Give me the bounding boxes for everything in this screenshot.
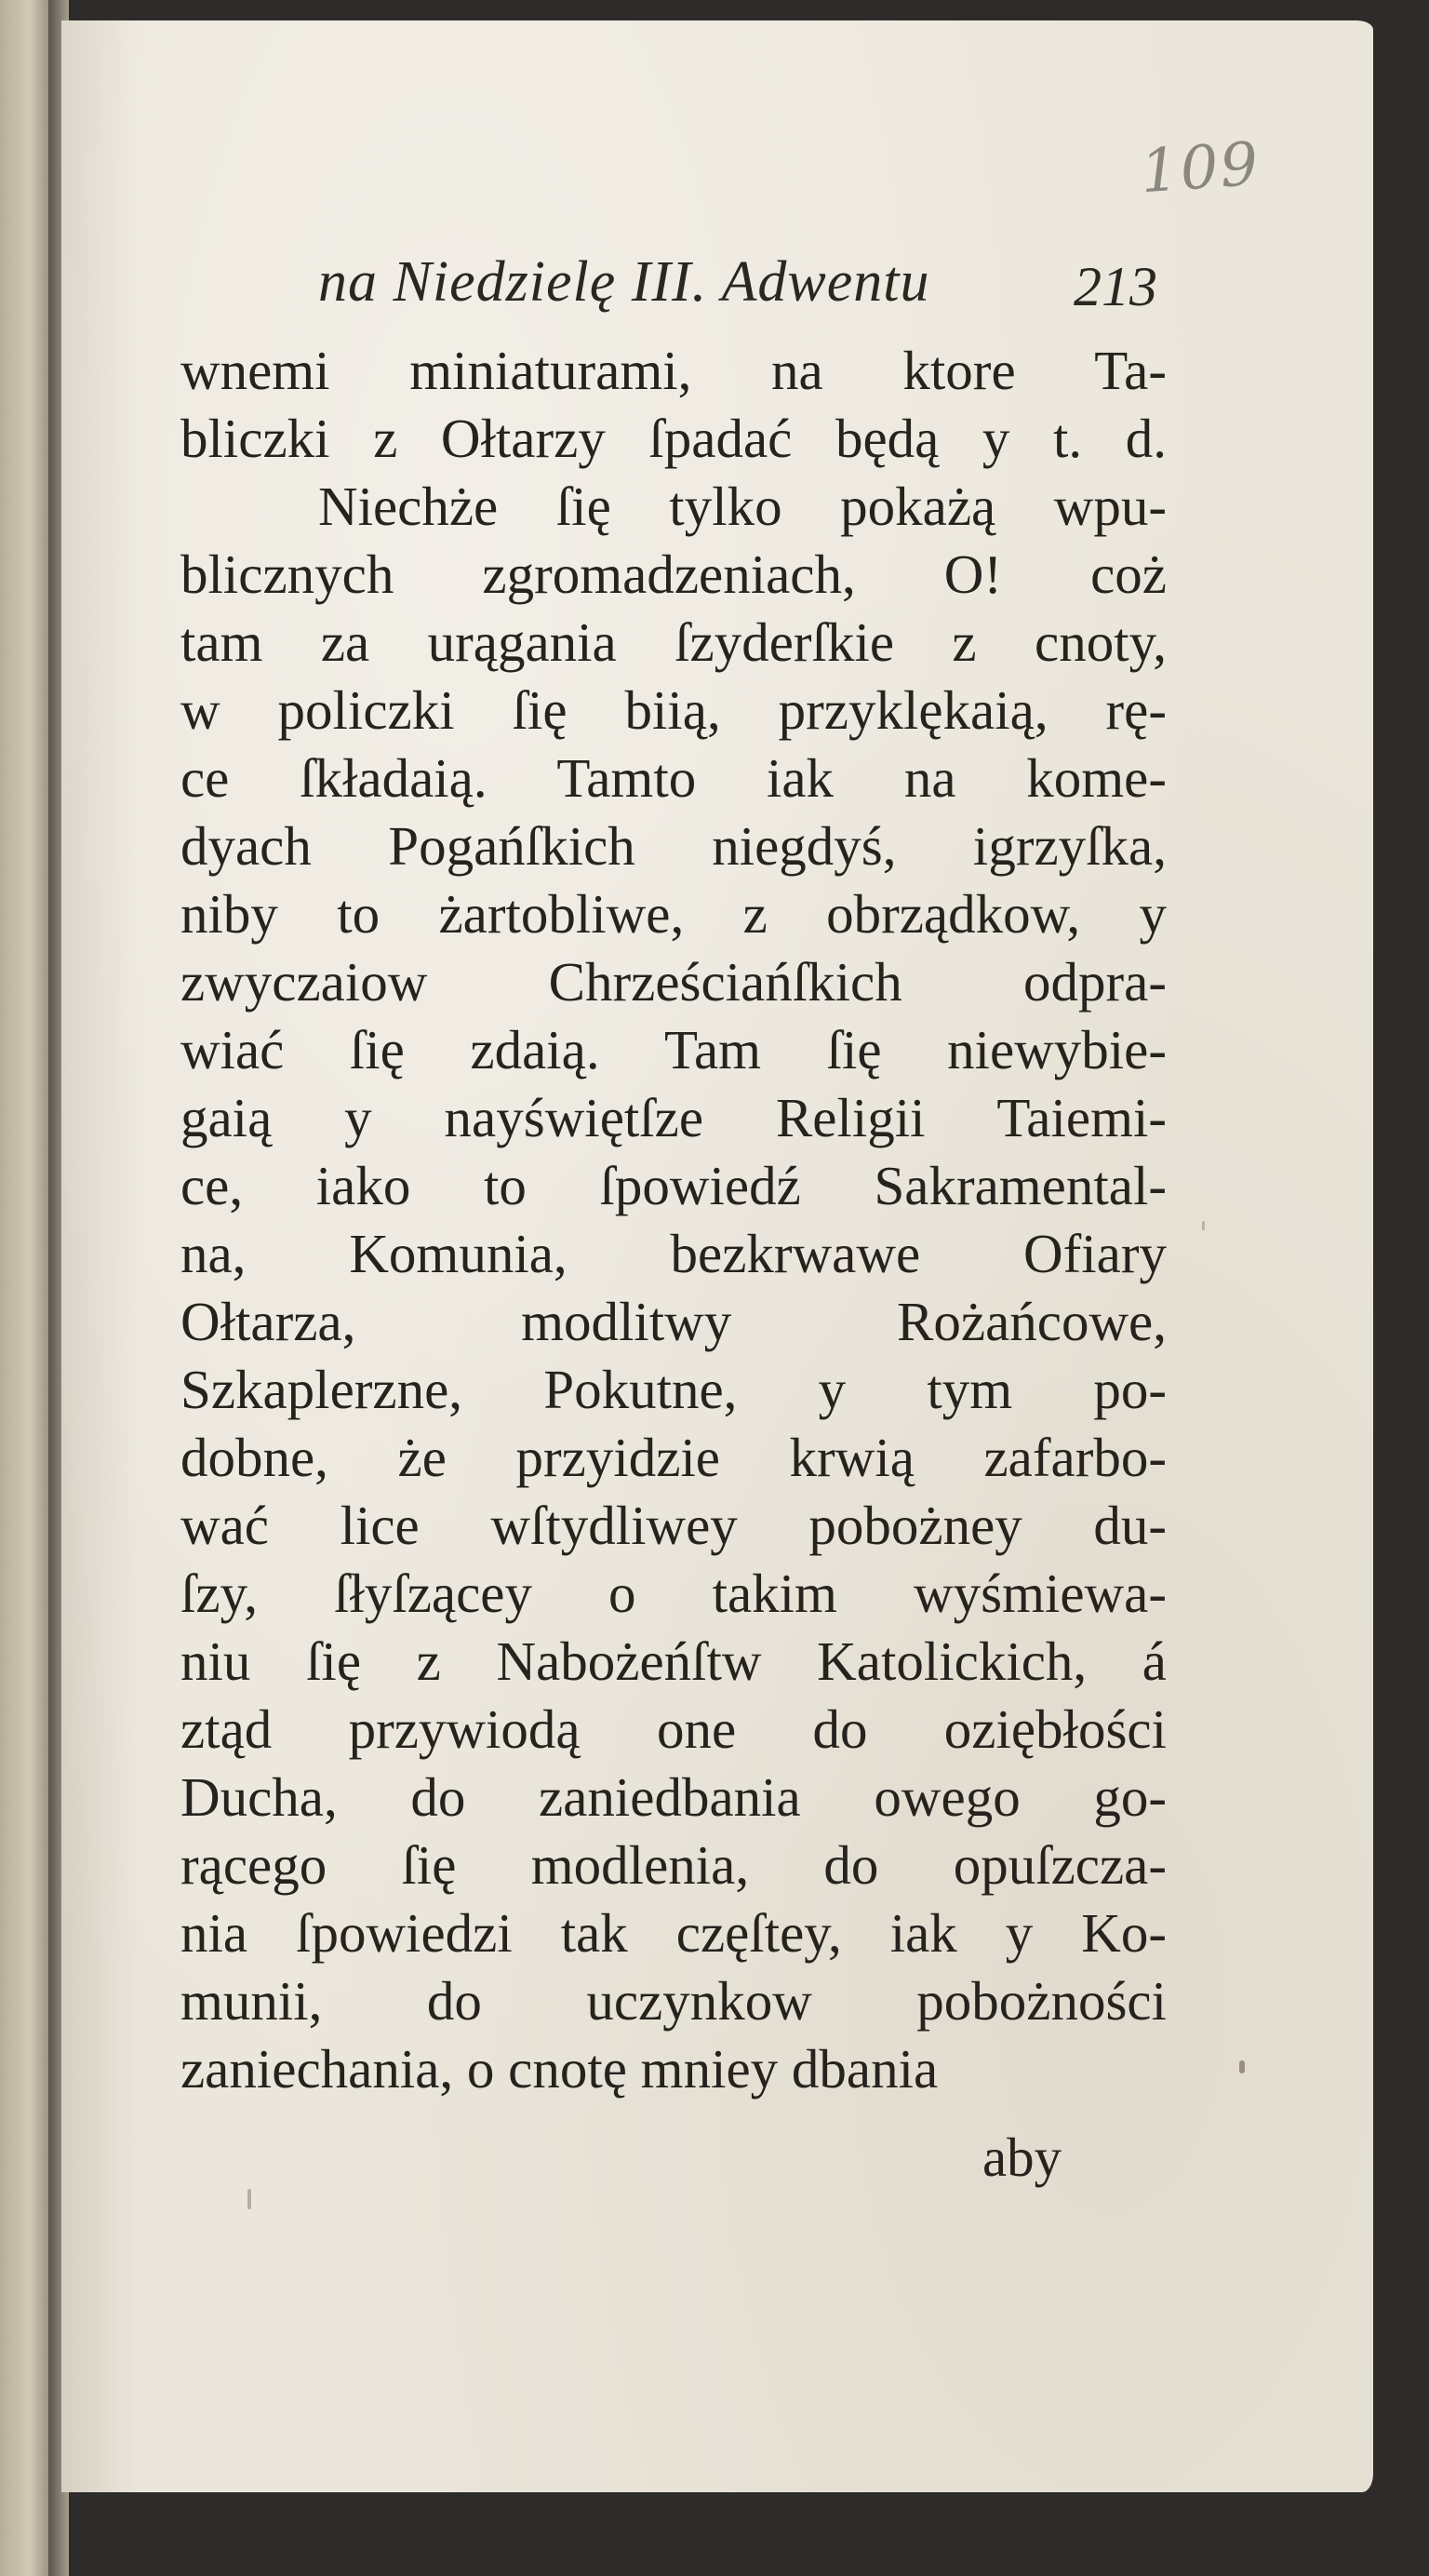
text-line: wnemi miniaturami, na ktore Ta- (180, 340, 1167, 401)
text-line: na, Komunia, bezkrwawe Ofiary (180, 1223, 1167, 1284)
text-line: dobne, że przyidzie krwią zafarbo- (180, 1427, 1167, 1488)
body-text (180, 337, 1167, 2103)
text-line: nia ſpowiedzi tak częſtey, iak y Ko- (180, 1902, 1167, 1964)
text-line: munii, do uczynkow pobożności (180, 1970, 1167, 2032)
page-number: 213 (1074, 256, 1157, 317)
running-head: na Niedzielę III. Adwentu (318, 250, 930, 314)
book-page (61, 20, 1373, 2492)
text-line: ce, iako to ſpowiedź Sakramental- (180, 1155, 1167, 1216)
text-line: w policzki ſię biią, przyklękaią, rę- (180, 679, 1167, 741)
text-line: ſzy, ſłyſzącey o takim wyśmiewa- (180, 1563, 1167, 1624)
text-line: gaią y nayświętſze Religii Taiemi- (180, 1087, 1167, 1148)
paper-speck (247, 2189, 251, 2209)
handwritten-folio-number: 109 (1138, 129, 1262, 208)
text-line: zwyczaiow Chrześciańſkich odpra- (180, 951, 1167, 1013)
paper-speck (1202, 1221, 1205, 1230)
text-line: Ducha, do zaniedbania owego go- (180, 1766, 1167, 1828)
text-line: ztąd przywiodą one do oziębłości (180, 1698, 1167, 1760)
text-line: zaniechania, o cnotę mniey dbania (180, 2038, 939, 2100)
text-line: dyach Pogańſkich niegdyś, igrzyſka, (180, 815, 1167, 877)
text-line: tam za urągania ſzyderſkie z cnoty, (180, 611, 1167, 673)
text-line: wiać ſię zdaią. Tam ſię niewybie- (180, 1019, 1167, 1080)
text-line: rącego ſię modlenia, do opuſzcza- (180, 1834, 1167, 1896)
text-line: bliczki z Ołtarzy ſpadać będą y t. d. (180, 408, 1167, 469)
text-line: Ołtarza, modlitwy Rożańcowe, (180, 1291, 1167, 1352)
text-line: Niechże ſię tylko pokażą wpu- (318, 476, 1167, 537)
text-line: blicznych zgromadzeniach, O! coż (180, 543, 1167, 605)
facing-page-edge (0, 0, 54, 2576)
text-line: niu ſię z Nabożeńſtw Katolickich, á (180, 1630, 1167, 1692)
paper-speck (1239, 2060, 1245, 2073)
text-line: niby to żartobliwe, z obrządkow, y (180, 883, 1167, 945)
text-line: Szkaplerzne, Pokutne, y tym po- (180, 1359, 1167, 1420)
catchword: aby (982, 2127, 1062, 2188)
text-line: ce ſkładaią. Tamto iak na kome- (180, 747, 1167, 809)
text-line: wać lice wſtydliwey pobożney du- (180, 1495, 1167, 1556)
